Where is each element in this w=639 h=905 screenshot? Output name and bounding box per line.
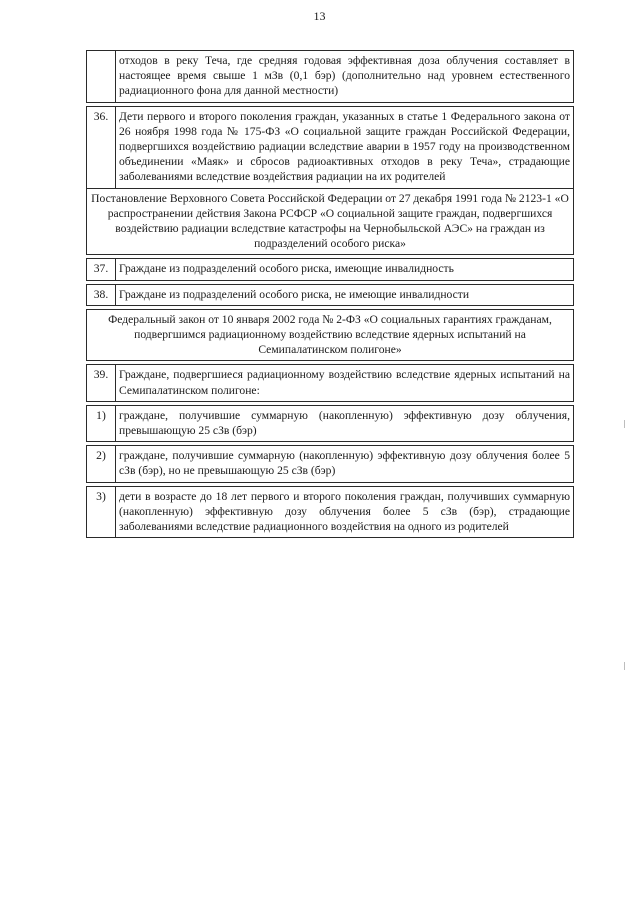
row-number: 36. <box>87 106 116 188</box>
row-number: 38. <box>87 284 116 305</box>
scan-mark <box>624 420 625 428</box>
table-row <box>87 309 574 361</box>
continuation-text: отходов в реку Теча, где средняя годовая эффективная доза облучения составляет в настоящее время свыше 1 мЗв (0,1 бэр) (дополнительно над уровнем естественного радиационного фона для данной местности) <box>116 51 574 103</box>
table-row <box>87 446 574 482</box>
table-row <box>87 365 574 401</box>
subitem-number: 3) <box>87 486 116 538</box>
table-row <box>87 259 574 280</box>
row-number-cell <box>87 51 116 103</box>
subitem-text: дети в возрасте до 18 лет первого и второго поколения граждан, получивших суммарную (накопленную) эффективную дозу облучения более 5 сЗв (бэр), страдающие заболеваниями вследствие радиационного воздействия на одного из родителей <box>116 486 574 538</box>
row-number: 39. <box>87 365 116 401</box>
table-row <box>87 284 574 305</box>
subitem-number: 2) <box>87 446 116 482</box>
row-number: 37. <box>87 259 116 280</box>
row-text: Граждане из подразделений особого риска, имеющие инвалидность <box>116 259 574 280</box>
subitem-number: 1) <box>87 405 116 441</box>
subitem-text: граждане, получившие суммарную (накопленную) эффективную дозу облучения, превышающую 25 сЗв (бэр) <box>116 405 574 441</box>
table-row <box>87 486 574 538</box>
row-text: Дети первого и второго поколения граждан, указанных в статье 1 Федерального закона от 26 ноября 1998 года № 175-ФЗ «О социальной защите граждан Российской Федерации, подвергшихся воздействию радиации вследствие аварии в 1957 году на производственном объединении «Маяк» и сбросов радиоактивных отходов в реку Теча», страдающие заболеваниями вследствие воздействия радиации на их родителей <box>116 106 574 188</box>
page-number: 13 <box>313 9 326 23</box>
section-heading: Постановление Верховного Совета Российской Федерации от 27 декабря 1991 года № 2123-1 «О распространении действия Закона РСФСР «О социальной защите граждан, подвергшихся воздействию радиации вследствие катастрофы на Чернобыльской АЭС» на граждан из подразделений особого риска» <box>87 188 574 255</box>
table-row <box>87 188 574 255</box>
table-row <box>87 106 574 188</box>
row-text: Граждане, подвергшиеся радиационному воздействию вследствие ядерных испытаний на Семипалатинском полигоне: <box>116 365 574 401</box>
table-row <box>87 51 574 103</box>
section-heading: Федеральный закон от 10 января 2002 года № 2-ФЗ «О социальных гарантиях гражданам, подвергшимся радиационному воздействию вследствие ядерных испытаний на Семипалатинском полигоне» <box>87 309 574 361</box>
benefits-table <box>86 50 574 538</box>
subitem-text: граждане, получившие суммарную (накопленную) эффективную дозу облучения более 5 сЗв (бэр), но не превышающую 25 сЗв (бэр) <box>116 446 574 482</box>
scan-mark <box>624 662 625 670</box>
row-text: Граждане из подразделений особого риска, не имеющие инвалидности <box>116 284 574 305</box>
table-row <box>87 405 574 441</box>
